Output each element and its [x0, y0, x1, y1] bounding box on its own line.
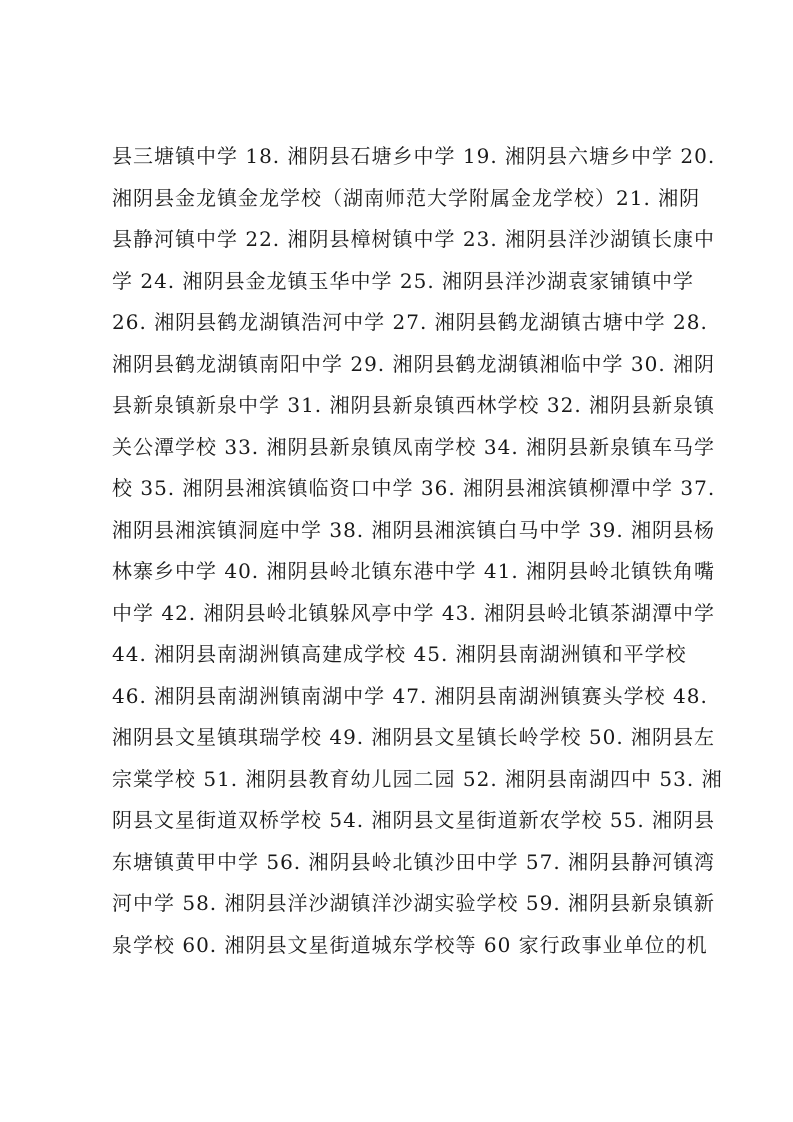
text-line: 关公潭学校 33. 湘阴县新泉镇凤南学校 34. 湘阴县新泉镇车马学 — [112, 434, 716, 459]
text-line: 校 35. 湘阴县湘滨镇临资口中学 36. 湘阴县湘滨镇柳潭中学 37. — [112, 476, 716, 500]
text-line: 湘阴县金龙镇金龙学校（湖南师范大学附属金龙学校）21. 湘阴 — [112, 185, 701, 210]
text-line: 河中学 58. 湘阴县洋沙湖镇洋沙湖实验学校 59. 湘阴县新泉镇新 — [112, 891, 716, 915]
text-line: 44. 湘阴县南湖洲镇高建成学校 45. 湘阴县南湖洲镇和平学校 — [112, 642, 687, 666]
text-line: 湘阴县文星镇琪瑞学校 49. 湘阴县文星镇长岭学校 50. 湘阴县左 — [112, 725, 716, 749]
text-line: 泉学校 60. 湘阴县文星街道城东学校等 60 家行政事业单位的机 — [112, 932, 708, 957]
text-line: 学 24. 湘阴县金龙镇玉华中学 25. 湘阴县洋沙湖袁家铺镇中学 — [112, 268, 695, 293]
text-line: 湘阴县鹤龙湖镇南阳中学 29. 湘阴县鹤龙湖镇湘临中学 30. 湘阴 — [112, 351, 716, 376]
text-line: 林寨乡中学 40. 湘阴县岭北镇东港中学 41. 湘阴县岭北镇铁角嘴 — [112, 559, 716, 583]
text-line: 县静河镇中学 22. 湘阴县樟树镇中学 23. 湘阴县洋沙湖镇长康中 — [112, 227, 716, 251]
text-line: 26. 湘阴县鹤龙湖镇浩河中学 27. 湘阴县鹤龙湖镇古塘中学 28. — [112, 310, 708, 334]
text-line: 东塘镇黄甲中学 56. 湘阴县岭北镇沙田中学 57. 湘阴县静河镇湾 — [112, 849, 716, 874]
text-line: 阴县文星街道双桥学校 54. 湘阴县文星街道新农学校 55. 湘阴县 — [112, 808, 716, 832]
text-line: 中学 42. 湘阴县岭北镇躲风亭中学 43. 湘阴县岭北镇茶湖潭中学 — [112, 600, 716, 625]
text-line: 宗棠学校 51. 湘阴县教育幼儿园二园 52. 湘阴县南湖四中 53. 湘 — [112, 766, 723, 791]
text-line: 县新泉镇新泉中学 31. 湘阴县新泉镇西林学校 32. 湘阴县新泉镇 — [112, 393, 716, 417]
text-line: 湘阴县湘滨镇洞庭中学 38. 湘阴县湘滨镇白马中学 39. 湘阴县杨 — [112, 517, 716, 542]
text-line: 46. 湘阴县南湖洲镇南湖中学 47. 湘阴县南湖洲镇赛头学校 48. — [112, 683, 708, 708]
text-line: 县三塘镇中学 18. 湘阴县石塘乡中学 19. 湘阴县六塘乡中学 20. — [112, 144, 716, 168]
